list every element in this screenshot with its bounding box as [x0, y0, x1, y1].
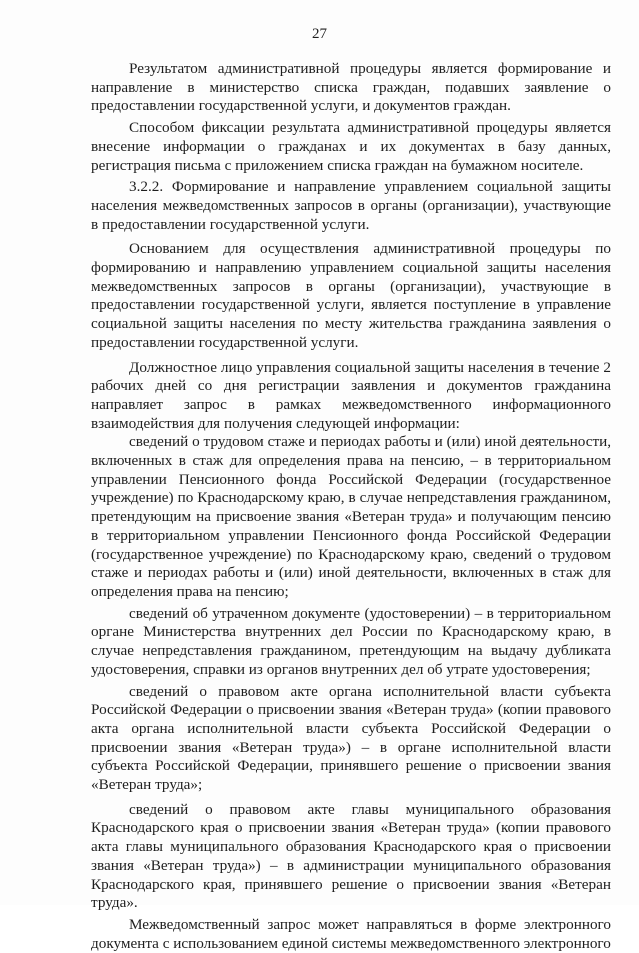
- paragraph-result: Результатом административной процедуры является формирование и направление в министерство списка граждан, подавших заявление о предоставлении государственной услуги, и документов граждан.: [91, 60, 611, 115]
- paragraph-section-heading: 3.2.2. Формирование и направление управлением социальной защиты населения межведомственных запросов в органы (организации), участвующие в предоставлении государственной услуги.: [91, 178, 611, 233]
- paragraph-labor-record: сведений о трудовом стаже и периодах работы и (или) иной деятельности, включенных в стаж для определения права на пенсию, – в территориальном управлении Пенсионного фонда Российской Федерации (государственное учреждение) по Краснодарскому краю, в случае непредставления гражданином, претендующим на присвоение звания «Ветеран труда» и получающим пенсию в территориальном управлении Пенсионного фонда Российской Федерации (государственное учреждение) по Краснодарскому краю, сведений о трудовом стаже и периодах работы и (или) иной деятельности, включенных в стаж для определения права на пенсию;: [91, 433, 611, 600]
- paragraph-fixation: Способом фиксации результата административной процедуры является внесение информации о гражданах и их документах в базу данных, регистрация письма с приложением списка граждан на бумажном носителе.: [91, 119, 611, 174]
- paragraph-interagency-request: Межведомственный запрос может направляться в форме электронного документа с использованием единой системы межведомственного электронного: [91, 915, 611, 952]
- paragraph-basis: Основанием для осуществления административной процедуры по формированию и направлению управлением социальной защиты населения межведомственных запросов в органы (организации), участвующие в предоставлении государственной услуги, является поступление в управление социальной защиты населения по месту жительства гражданина заявления о предоставлении государственной услуги.: [91, 240, 611, 351]
- document-body: [91, 60, 611, 953]
- paragraph-municipal-act: сведений о правовом акте главы муниципального образования Краснодарского края о присвоении звания «Ветеран труда» (копии правового акта главы муниципального образования Краснодарского края о присвоении звания «Ветеран труда») – в администрации муниципального образования Краснодарского края, принявшего решение о присвоении звания «Ветеран труда».: [91, 800, 611, 912]
- paragraph-regional-act: сведений о правовом акте органа исполнительной власти субъекта Российской Федерации о присвоении звания «Ветеран труда» (копии правового акта органа исполнительной власти субъекта Российской Федерации о присвоении звания «Ветеран труда») – в органе исполнительной власти субъекта Российской Федерации, принявшего решение о присвоении звания «Ветеран труда»;: [91, 682, 611, 794]
- paragraph-lost-document: сведений об утраченном документе (удостоверении) – в территориальном органе Министерства внутренних дел России по Краснодарскому краю, в случае непредставления гражданином, претендующим на выдачу дубликата удостоверения, справки из органов внутренних дел об утрате удостоверения;: [91, 604, 611, 678]
- page-number: 27: [312, 26, 327, 42]
- paragraph-official: Должностное лицо управления социальной защиты населения в течение 2 рабочих дней со дня регистрации заявления и документов гражданина направляет запрос в рамках межведомственного информационного взаимодействия для получения следующей информации:: [91, 358, 611, 432]
